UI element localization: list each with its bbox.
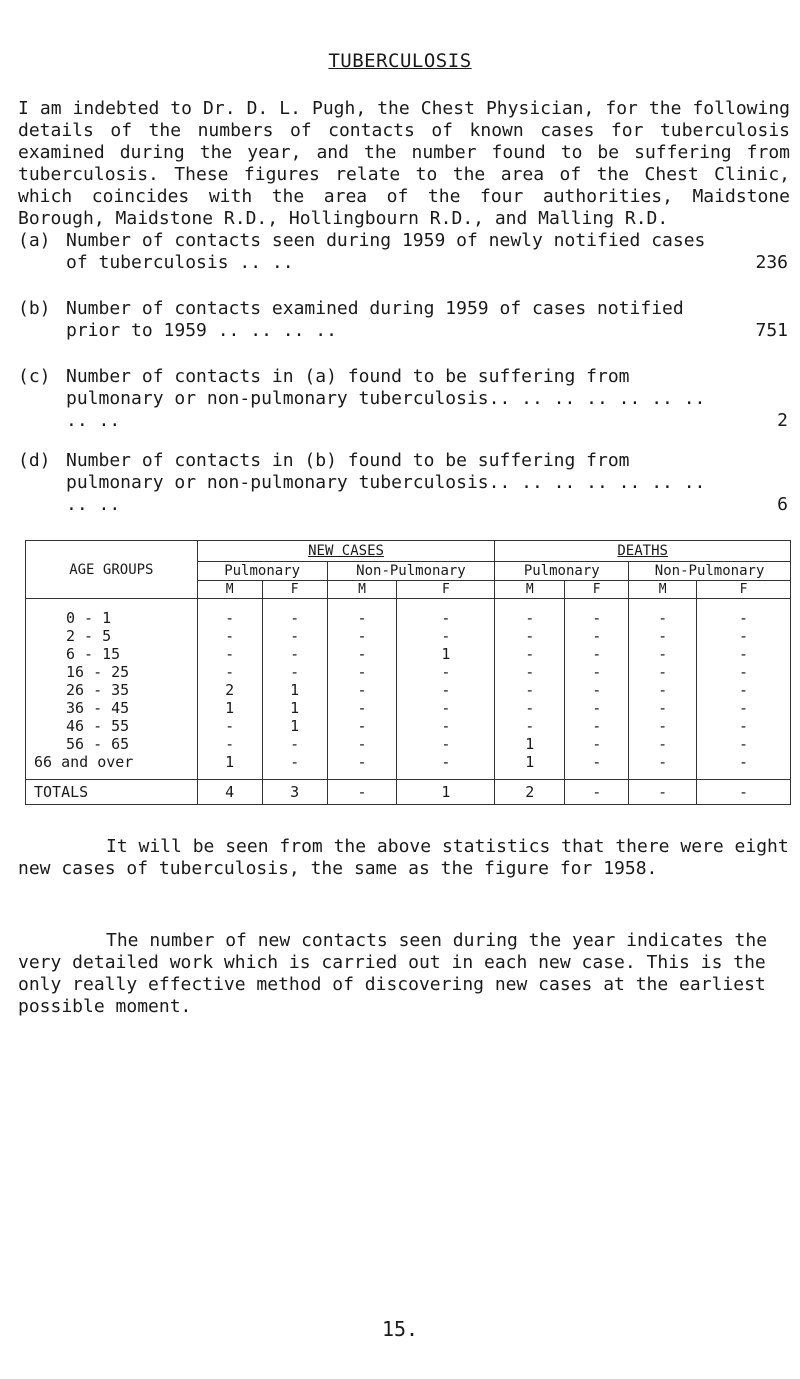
table-cell: - [697,681,791,699]
totals-label: TOTALS [26,780,198,805]
table-row [26,599,791,628]
table-cell: - [629,599,697,628]
table-cell: - [197,735,262,753]
table-row [26,699,791,717]
item-value: 236 [755,252,788,273]
item-text: Number of contacts examined during 1959 of cases notified prior to 1959 .. .. .. .. [66,298,684,341]
age-groups-header: AGE GROUPS [26,541,198,599]
table-cell: - [565,717,629,735]
item-text: Number of contacts in (b) found to be suffering from pulmonary or non-pulmonary tuberculosis.. .. .. .. .. .. .. .. .. [66,450,706,515]
table-cell: 1 [397,645,495,663]
table-cell: - [495,699,565,717]
intro-paragraph: I am indebted to Dr. D. L. Pugh, the Chest Physician, for the following details of the numbers of contacts of known cases for tuberculosis examined during the year, and the number found to be suffering from tuberculosis. These figures relate to the area of the Chest Clinic, which coincides with the area of the four authorities, Maidstone Borough, Maidstone R.D., Hollingbourn R.D., and Malling R.D. [18,98,790,229]
table-cell: 1 [262,681,327,699]
total-cell: - [629,780,697,805]
table-cell: - [565,699,629,717]
deaths-header: DEATHS [495,541,791,562]
table-cell: - [327,645,397,663]
table-cell: - [495,717,565,735]
age-group-cell: 46 - 55 [66,717,130,735]
table-cell: - [197,717,262,735]
table-cell: - [697,663,791,681]
item-label: (c) [18,366,51,387]
table-cell: - [327,681,397,699]
total-cell: - [327,780,397,805]
table-cell: 1 [197,699,262,717]
table-cell: - [565,627,629,645]
table-cell: - [197,645,262,663]
table-cell: - [697,717,791,735]
new-cases-header: NEW CASES [197,541,495,562]
table-cell: 1 [262,699,327,717]
item-text: Number of contacts in (a) found to be suffering from pulmonary or non-pulmonary tuberculosis.. .. .. .. .. .. .. .. .. [66,366,706,431]
table-cell: - [629,699,697,717]
table-cell: - [565,645,629,663]
table-row [26,681,791,699]
item-label: (b) [18,298,51,319]
table-cell: 1 [262,717,327,735]
total-cell: 3 [262,780,327,805]
table-cell: - [327,627,397,645]
table-cell: - [495,599,565,628]
col-f: F [262,581,327,599]
col-f: F [397,581,495,599]
table-cell: - [629,663,697,681]
deaths-pulmonary-header: Pulmonary [495,562,629,581]
table-cell: - [397,681,495,699]
table-cell: - [327,663,397,681]
age-group-cell: 6 - 15 [66,645,121,663]
col-m: M [197,581,262,599]
total-cell: - [565,780,629,805]
table-row [26,753,791,780]
table-cell: 1 [495,753,565,780]
table-cell: - [197,663,262,681]
table-cell: - [397,753,495,780]
total-cell: 1 [397,780,495,805]
table-cell: - [262,599,327,628]
table-cell: - [262,627,327,645]
table-row [26,627,791,645]
new-pulmonary-header: Pulmonary [197,562,327,581]
table-cell: - [495,681,565,699]
table-cell: - [697,753,791,780]
total-cell: 2 [495,780,565,805]
table-cell: 1 [495,735,565,753]
table-cell: - [565,753,629,780]
table-row [26,735,791,753]
col-m: M [629,581,697,599]
table-cell: - [397,735,495,753]
table-cell: - [629,645,697,663]
item-value: 2 [777,410,788,431]
table-cell: - [697,735,791,753]
item-value: 6 [777,494,788,515]
table-cell: 2 [197,681,262,699]
table-row [26,717,791,735]
table-cell: - [197,599,262,628]
table-cell: - [397,699,495,717]
table-cell: - [697,699,791,717]
cases-deaths-table-wrap [25,540,791,805]
age-group-cell: 36 - 45 [66,699,130,717]
totals-row [26,780,791,805]
page-title: TUBERCULOSIS [328,50,472,72]
table-cell: - [629,753,697,780]
total-cell: 4 [197,780,262,805]
conclusion-paragraph-1: It will be seen from the above statistics that there were eight new cases of tuberculosis, the same as the figure for 1958. [18,836,789,879]
col-f: F [565,581,629,599]
table-cell: - [629,627,697,645]
age-group-cell: 26 - 35 [66,681,130,699]
new-non-pulmonary-header: Non-Pulmonary [327,562,495,581]
table-cell: - [262,753,327,780]
age-group-cell: 66 and over [34,753,134,771]
table-cell: - [495,627,565,645]
total-cell: - [697,780,791,805]
item-value: 751 [755,320,788,341]
table-row [26,645,791,663]
col-f: F [697,581,791,599]
table-cell: - [697,599,791,628]
table-cell: - [327,735,397,753]
table-cell: - [565,599,629,628]
table-row [26,663,791,681]
table-cell: - [697,627,791,645]
table-cell: - [697,645,791,663]
table-cell: - [495,645,565,663]
table-cell: - [327,699,397,717]
table-cell: - [629,735,697,753]
table-cell: - [197,627,262,645]
conclusion-paragraph-2: The number of new contacts seen during the year indicates the very detailed work which is carried out in each new case. This is the only really effective method of discovering new cases at the earliest possible moment. [18,930,768,1017]
table-cell: - [629,717,697,735]
table-cell: - [565,681,629,699]
table-cell: - [262,735,327,753]
table-cell: - [397,663,495,681]
deaths-non-pulmonary-header: Non-Pulmonary [629,562,791,581]
col-m: M [495,581,565,599]
table-cell: - [327,599,397,628]
table-cell: - [495,663,565,681]
table-cell: - [565,735,629,753]
table-cell: - [327,753,397,780]
table-cell: - [397,599,495,628]
cases-deaths-table [25,540,791,805]
item-label: (a) [18,230,51,251]
table-cell: - [262,645,327,663]
table-cell: - [397,717,495,735]
page-number: 15. [381,1317,419,1341]
item-text: Number of contacts seen during 1959 of newly notified cases of tuberculosis .. .. [66,230,706,273]
table-cell: - [397,627,495,645]
table-cell: 1 [197,753,262,780]
age-group-cell: 0 - 1 [66,609,112,627]
age-group-cell: 16 - 25 [66,663,130,681]
age-group-cell: 2 - 5 [66,627,112,645]
table-cell: - [629,681,697,699]
table-cell: - [327,717,397,735]
table-cell: - [262,663,327,681]
table-cell: - [565,663,629,681]
item-label: (d) [18,450,51,471]
col-m: M [327,581,397,599]
age-group-cell: 56 - 65 [66,735,130,753]
